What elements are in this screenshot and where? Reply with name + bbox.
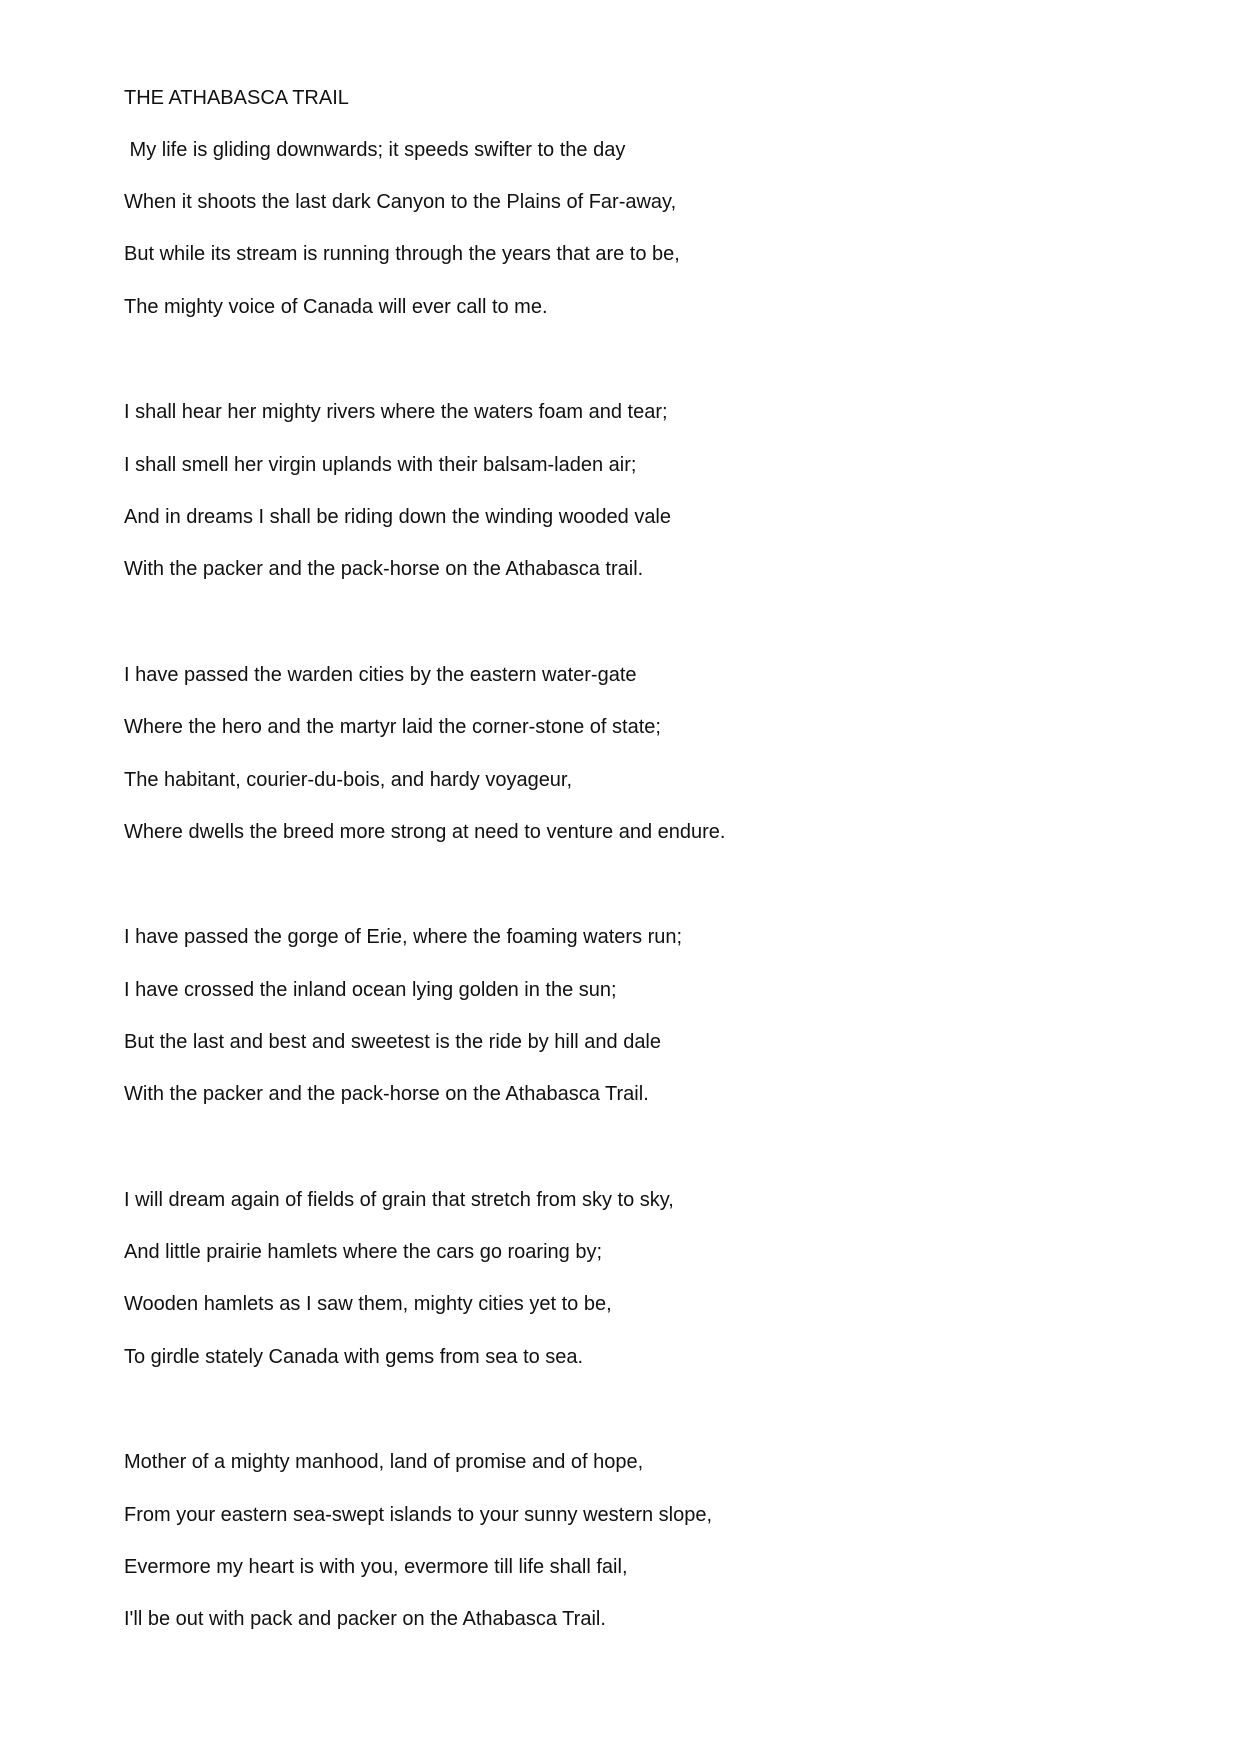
poem-line: Wooden hamlets as I saw them, mighty cities yet to be, [124,1293,612,1315]
poem-line: But the last and best and sweetest is the ride by hill and dale [124,1031,662,1053]
poem-line: I shall hear her mighty rivers where the waters foam and tear; [124,401,668,423]
poem-line: When it shoots the last dark Canyon to the Plains of Far-away, [124,191,677,213]
poem-line: With the packer and the pack-horse on the Athabasca trail. [124,558,644,580]
poem-line: The habitant, courier-du-bois, and hardy voyageur, [124,769,573,791]
poem-line: Mother of a mighty manhood, land of promise and of hope, [124,1451,644,1473]
poem-line: I shall smell her virgin uplands with their balsam-laden air; [124,454,637,476]
poem-line: My life is gliding downwards; it speeds swifter to the day [124,139,626,161]
poem-line: To girdle stately Canada with gems from sea to sea. [124,1346,584,1368]
poem-line: Evermore my heart is with you, evermore till life shall fail, [124,1556,628,1578]
poem-line: From your eastern sea-swept islands to your sunny western slope, [124,1504,713,1526]
poem-title: THE ATHABASCA TRAIL [124,87,349,109]
poem-line: The mighty voice of Canada will ever call to me. [124,296,548,318]
poem-line: I have crossed the inland ocean lying golden in the sun; [124,979,617,1001]
poem-line: With the packer and the pack-horse on the Athabasca Trail. [124,1083,649,1105]
poem-line: And little prairie hamlets where the cars go roaring by; [124,1241,603,1263]
poem-line: I have passed the gorge of Erie, where the foaming waters run; [124,926,683,948]
poem-line: Where dwells the breed more strong at need to venture and endure. [124,821,726,843]
poem-line: But while its stream is running through the years that are to be, [124,243,680,265]
poem-line: And in dreams I shall be riding down the winding wooded vale [124,506,672,528]
poem-line: I will dream again of fields of grain that stretch from sky to sky, [124,1189,674,1211]
poem-line: I'll be out with pack and packer on the Athabasca Trail. [124,1608,606,1630]
poem-line: I have passed the warden cities by the eastern water-gate [124,664,637,686]
poem-line: Where the hero and the martyr laid the corner-stone of state; [124,716,661,738]
